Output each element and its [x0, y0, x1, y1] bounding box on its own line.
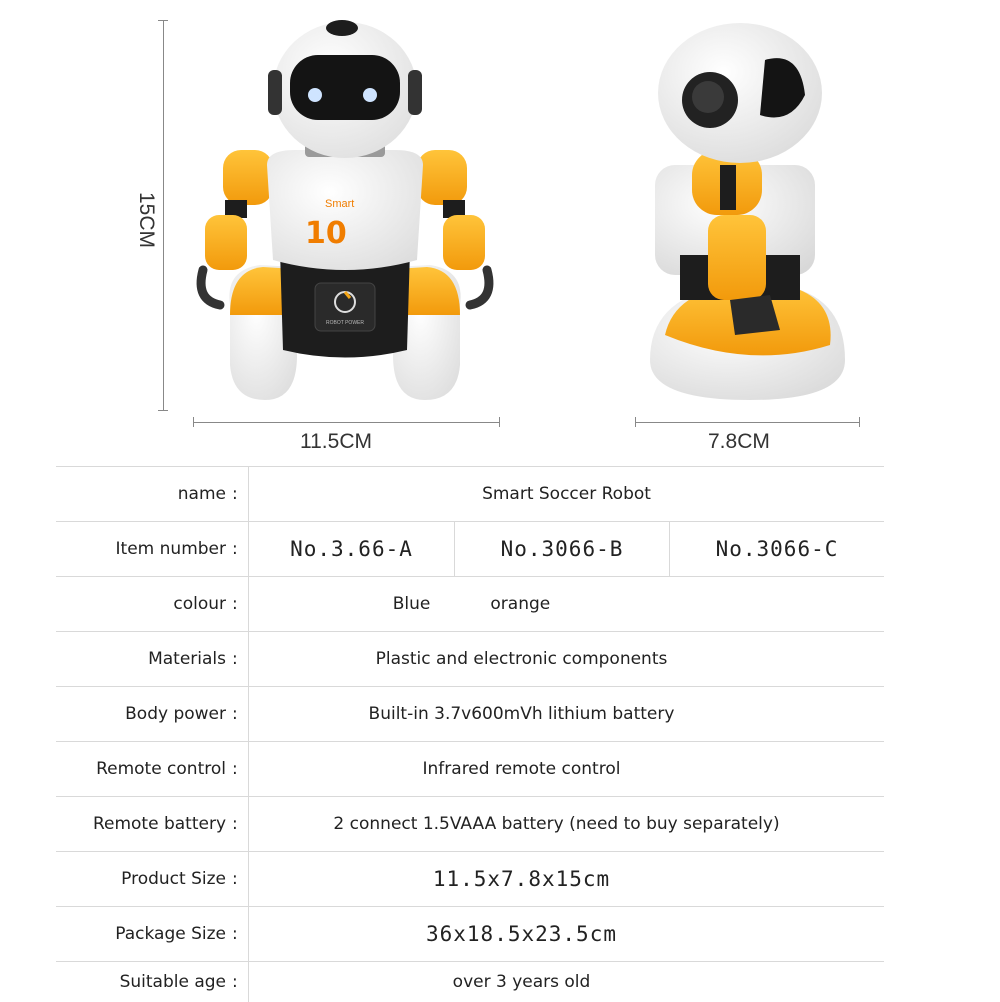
spec-label: name	[177, 484, 226, 504]
spec-row-materials	[56, 631, 884, 686]
spec-row-item-number	[56, 521, 884, 576]
spec-label: Package Size	[115, 924, 226, 944]
robot-front-view	[185, 15, 505, 415]
colour-values	[249, 577, 694, 631]
spec-value: 36x18.5x23.5cm	[425, 922, 617, 946]
spec-colon: :	[232, 484, 238, 504]
spec-colon: :	[232, 869, 238, 889]
spec-label-cell	[56, 852, 246, 906]
spec-label: Remote battery	[92, 814, 226, 834]
robot-badge-text: ROBOT POWER	[326, 320, 364, 326]
item-number-c: No.3066-C	[715, 537, 839, 561]
spec-table	[56, 466, 884, 1002]
front-width-right-tick	[499, 417, 500, 427]
robot-jersey-number: 10	[305, 216, 347, 251]
spec-label: Body power	[125, 704, 226, 724]
spec-label-cell	[56, 907, 246, 961]
spec-row-remote-control	[56, 741, 884, 796]
side-depth-right-tick	[859, 417, 860, 427]
spec-colon: :	[232, 814, 238, 834]
spec-label-cell	[56, 632, 246, 686]
spec-row-package-size	[56, 906, 884, 961]
spec-colon: :	[232, 759, 238, 779]
front-width-label: 11.5CM	[300, 430, 372, 453]
product-images	[0, 0, 1000, 460]
side-depth-line	[635, 422, 859, 423]
spec-label-cell	[56, 797, 246, 851]
spec-label: colour	[173, 594, 226, 614]
spec-colon: :	[232, 924, 238, 944]
spec-label: Product Size	[121, 869, 226, 889]
spec-row-suitable-age	[56, 961, 884, 1002]
spec-row-remote-battery	[56, 796, 884, 851]
spec-colon: :	[232, 972, 238, 992]
spec-label-cell	[56, 687, 246, 741]
spec-label-cell	[56, 962, 246, 1002]
robot-side-view	[640, 15, 855, 410]
spec-row-body-power	[56, 686, 884, 741]
robot-chest-text: Smart	[325, 198, 355, 210]
spec-label: Materials	[148, 649, 226, 669]
spec-label-cell	[56, 522, 246, 576]
spec-value: 2 connect 1.5VAAA battery (need to buy separately)	[333, 814, 780, 834]
spec-label-cell	[56, 742, 246, 796]
spec-value: 11.5x7.8x15cm	[432, 867, 611, 891]
spec-label: Remote control	[96, 759, 226, 779]
spec-value: Built-in 3.7v600mVh lithium battery	[368, 704, 675, 724]
spec-colon: :	[232, 704, 238, 724]
height-label: 15CM	[135, 191, 159, 249]
colour-orange: orange	[490, 594, 551, 614]
item-number-b: No.3066-B	[500, 537, 624, 561]
spec-colon: :	[232, 594, 238, 614]
height-bottom-tick	[158, 410, 168, 411]
spec-label: Suitable age	[119, 972, 226, 992]
spec-row-colour	[56, 576, 884, 631]
front-width-line	[193, 422, 499, 423]
spec-colon: :	[232, 649, 238, 669]
spec-value: over 3 years old	[452, 972, 591, 992]
spec-value: Plastic and electronic components	[375, 649, 668, 669]
side-depth-label: 7.8CM	[708, 430, 770, 453]
spec-colon: :	[232, 539, 238, 559]
spec-value: Smart Soccer Robot	[482, 484, 651, 504]
colour-blue: Blue	[392, 594, 431, 614]
spec-value: Infrared remote control	[422, 759, 621, 779]
spec-row-product-size	[56, 851, 884, 906]
height-dimension-line	[163, 20, 164, 410]
item-number-a: No.3.66-A	[290, 537, 413, 561]
spec-label-cell	[56, 467, 246, 521]
spec-row-name	[56, 466, 884, 521]
spec-label-cell	[56, 577, 246, 631]
spec-label: Item number	[115, 539, 226, 559]
